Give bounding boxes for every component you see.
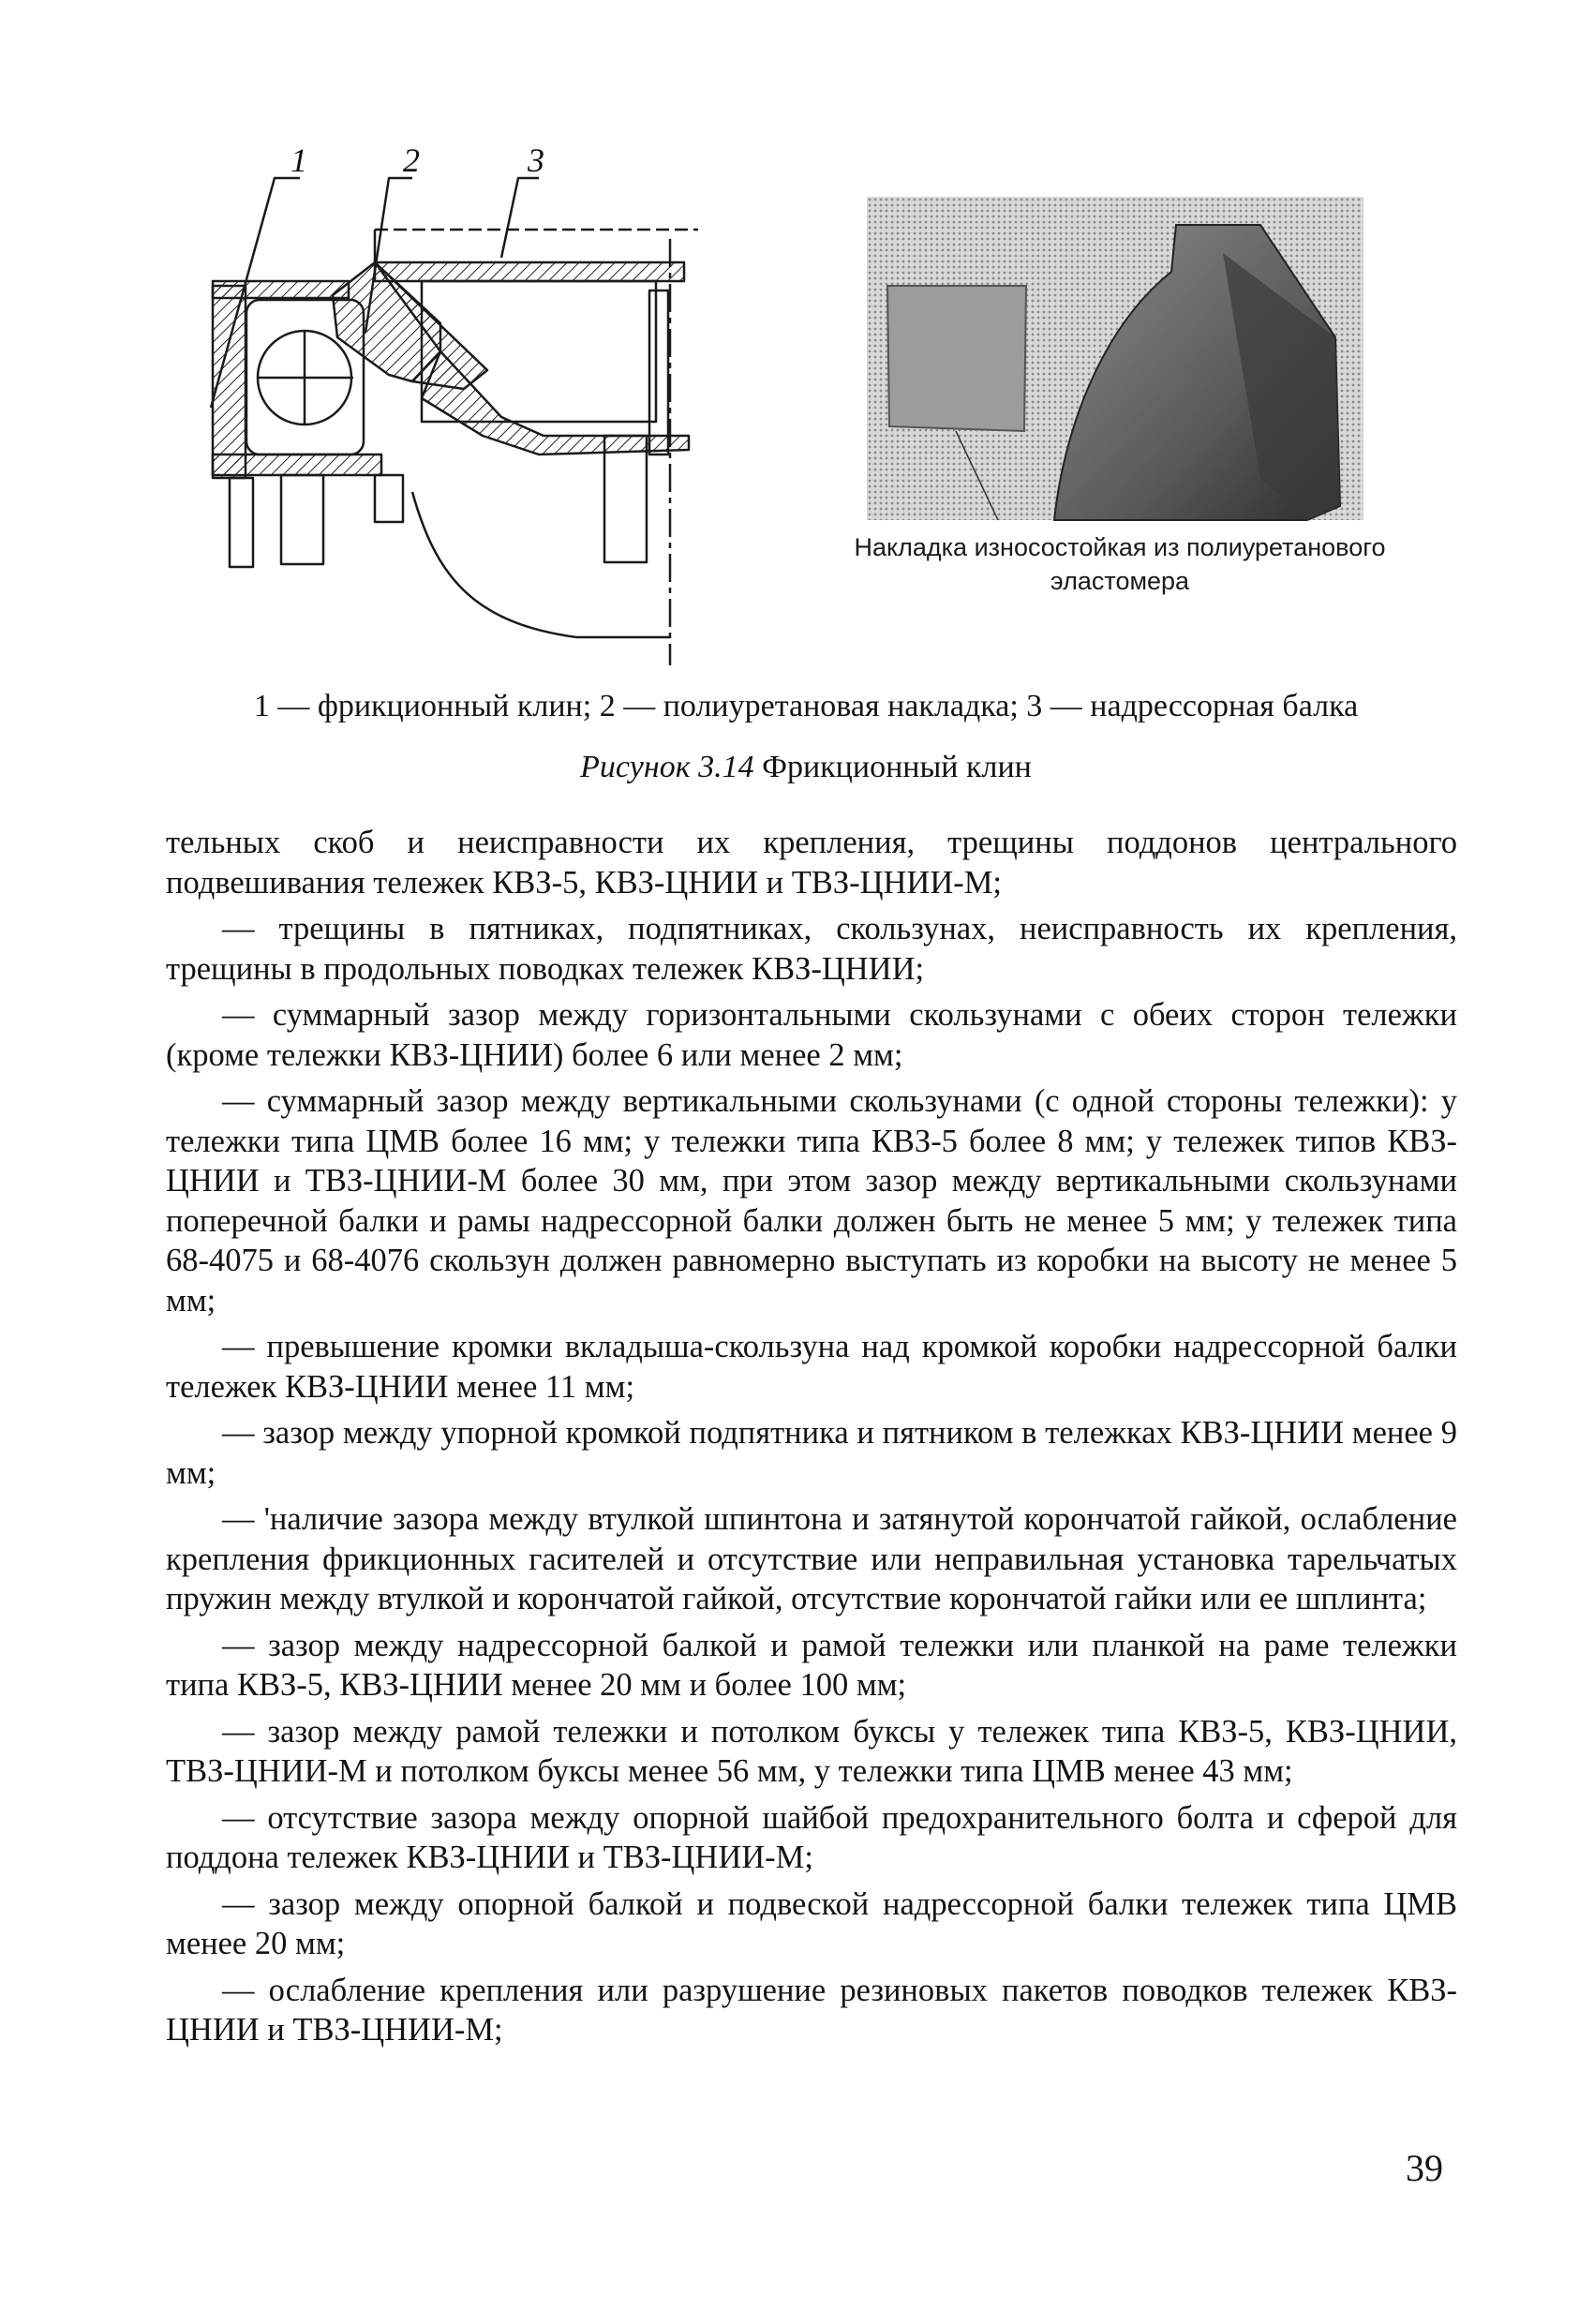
body-text	[166, 823, 1457, 2057]
photo-caption-line2: эластомера	[1050, 567, 1190, 595]
paragraph: — 'наличие зазора между втулкой шпинтона и затянутой корончатой гайкой, ослабление крепления фрикционных гасителей и отсутствие или неправильная установка тарельчатых пружин между втулкой и корончатой гайкой, отсутствие корончатой гайки или ее шплинта;	[166, 1501, 1457, 1616]
paragraph: — зазор между надрессорной балкой и рамой тележки или планкой на раме тележки типа КВЗ-5, КВЗ-ЦНИИ менее 20 мм и более 100 мм;	[166, 1627, 1457, 1703]
callout-2: 2	[403, 142, 420, 179]
paragraph: тельных скоб и неисправности их крепления, трещины поддонов центрального подвешивания тележек КВЗ-5, КВЗ-ЦНИИ и ТВЗ-ЦНИИ-М;	[166, 825, 1457, 901]
callout-1: 1	[290, 142, 307, 179]
figure-label: Рисунок 3.14	[580, 750, 754, 784]
paragraph: — отсутствие зазора между опорной шайбой предохранительного болта и сферой для поддона тележек КВЗ-ЦНИИ и ТВЗ-ЦНИИ-М;	[166, 1799, 1457, 1875]
page-number: 39	[1406, 2147, 1443, 2189]
paragraph: — ослабление крепления или разрушение резиновых пакетов поводков тележек КВЗ-ЦНИИ и ТВЗ-ЦНИИ-М;	[166, 1972, 1457, 2048]
paragraph: — суммарный зазор между вертикальными скользунами (с одной стороны тележки): у тележки типа ЦМВ более 16 мм; у тележки типа КВЗ-5 более 8 мм; у тележек типов КВЗ-ЦНИИ и ТВЗ-ЦНИИ-М более 30 мм, при этом зазор между вертикальными скользунами поперечной балки и рамы надрессорной балки должен быть не менее 5 мм; у тележек типа 68-4075 и 68-4076 скользун должен равномерно выступать из коробки на высоту не менее 5 мм;	[166, 1083, 1457, 1318]
paragraph: — суммарный зазор между горизонтальными скользунами с обеих сторон тележки (кроме тележки КВЗ-ЦНИИ) более 6 или менее 2 мм;	[166, 997, 1457, 1073]
figure-legend: 1 — фрикционный клин; 2 — полиуретановая накладка; 3 — надрессорная балка	[253, 689, 1359, 723]
paragraph: — трещины в пятниках, подпятниках, скользунах, неисправность их крепления, трещины в продольных поводках тележек КВЗ-ЦНИИ;	[166, 911, 1457, 987]
paragraph: — превышение кромки вкладыша-скользуна над кромкой коробки надрессорной балки тележек КВЗ-ЦНИИ менее 11 мм;	[166, 1329, 1457, 1405]
wedge-photo	[867, 197, 1363, 562]
figure-title-text: Фрикционный клин	[762, 750, 1032, 784]
photo-caption-line1: Накладка износостойкая из полиуретанового	[854, 533, 1386, 561]
figure-title	[169, 747, 1443, 788]
friction-wedge-drawing	[192, 136, 736, 675]
callout-3: 3	[528, 142, 544, 179]
paragraph: — зазор между рамой тележки и потолком буксы у тележек типа КВЗ-5, КВЗ-ЦНИИ, ТВЗ-ЦНИИ-М и потолком буксы менее 56 мм, у тележки типа ЦМВ менее 43 мм;	[166, 1713, 1457, 1789]
paragraph: — зазор между опорной балкой и подвеской надрессорной балки тележек типа ЦМВ менее 20 мм;	[166, 1885, 1457, 1961]
paragraph: — зазор между упорной кромкой подпятника и пятником в тележках КВЗ-ЦНИИ менее 9 мм;	[166, 1415, 1457, 1491]
